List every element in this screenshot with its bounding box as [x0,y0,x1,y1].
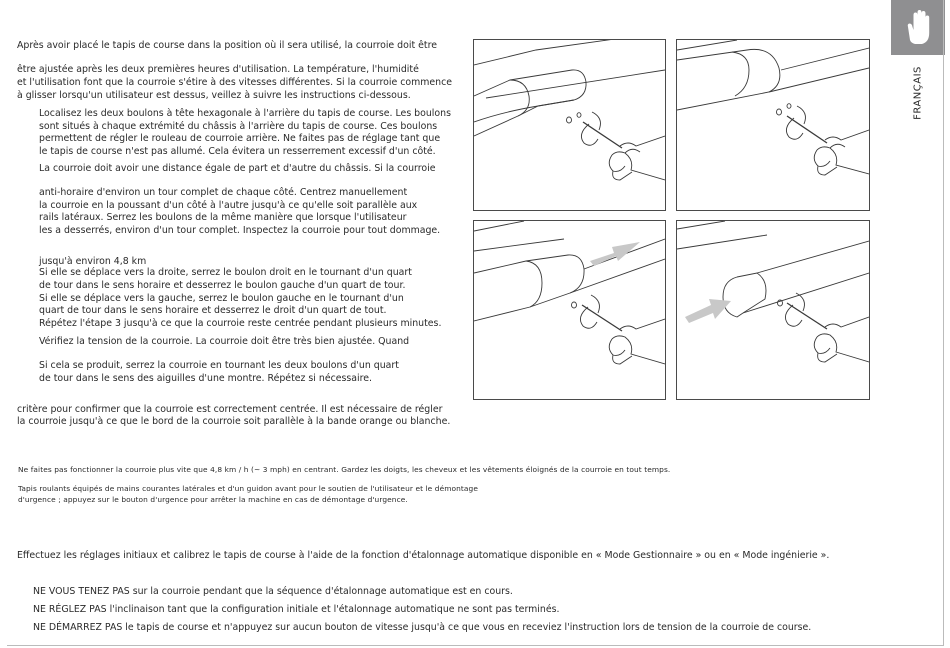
intro-line: être ajustée après les deux premières heures d'utilisation. La température, l'humidité [17,64,419,75]
calibration-warning: NE RÉGLEZ PAS l'inclinaison tant que la configuration initiale et l'étalonnage automatique ne sont pas terminés. [33,604,560,615]
warning-line: Ne faites pas fonctionner la courroie plus vite que 4,8 km / h (~ 3 mph) en centrant. Gardez les doigts, les cheveux et les vêtements éloignés de la courroie en tout temps. [18,465,671,474]
step1-line: permettent de régler le rouleau de courroie arrière. Ne faites pas de réglage tant que [39,133,441,144]
calibration-warning: NE VOUS TENEZ PAS sur la courroie pendant que la séquence d'étalonnage automatique est en cours. [33,586,513,597]
step3-line: Répétez l'étape 3 jusqu'à ce que la courroie reste centrée pendant plusieurs minutes. [39,318,442,329]
criterion-line: la courroie jusqu'à ce que le bord de la courroie soit parallèle à la bande orange ou blanche. [17,416,451,427]
illustration-step1 [473,39,666,211]
step2-line: la courroie en la poussant d'un côté à l'autre jusqu'à ce qu'elle soit parallèle aux [39,200,418,211]
step1-line: sont situés à chaque extrémité du châssis à l'arrière du tapis de course. Ces boulons [39,121,438,132]
intro-line: et l'utilisation font que la courroie s'étire à des vitesses différentes. Si la courroie commence [17,77,453,88]
language-label-text: FRANÇAIS [912,66,924,120]
criterion-line: critère pour confirmer que la courroie est correctement centrée. Il est nécessaire de régler [17,404,443,415]
step3-line: jusqu'à environ 4,8 km [39,256,147,267]
illustration-step3-left [473,220,666,400]
step4-line: Vérifiez la tension de la courroie. La courroie doit être très bien ajustée. Quand [39,336,410,347]
warning-line: d'urgence ; appuyez sur le bouton d'urgence pour arrêter la machine en cas de démontage d'urgence. [18,495,408,504]
illustration-step3-right [676,220,870,400]
step4-line: de tour dans le sens des aiguilles d'une montre. Répétez si nécessaire. [39,373,373,384]
intro-line: Après avoir placé le tapis de course dans la position où il sera utilisé, la courroie doit être [17,40,437,51]
warning-line: Tapis roulants équipés de mains courantes latérales et d'un guidon avant pour le soutien de l'utilisateur et le démontage [18,484,478,493]
page-border-bottom [7,645,944,646]
language-tab [891,0,945,55]
push-arrow-left [590,242,640,266]
calibration-intro: Effectuez les réglages initiaux et calibrez le tapis de course à l'aide de la fonction d'étalonnage automatique disponible en « Mode Gestionnaire » ou en « Mode ingénierie ». [17,550,830,561]
step2-line: La courroie doit avoir une distance égale de part et d'autre du châssis. Si la courroie [39,163,436,174]
step3-line: Si elle se déplace vers la droite, serrez le boulon droit en le tournant d'un quart [39,267,412,278]
step2-line: les a desserrés, environ d'un tour complet. Inspectez la courroie pour tout dommage. [39,225,441,236]
step1-line: le tapis de course n'est pas allumé. Cela évitera un resserrement excessif d'un côté. [39,146,436,157]
step2-line: anti-horaire d'environ un tour complet de chaque côté. Centrez manuellement [39,187,408,198]
language-label [893,58,943,128]
hand-icon [891,0,945,55]
step4-line: Si cela se produit, serrez la courroie en tournant les deux boulons d'un quart [39,360,399,371]
step3-line: de tour dans le sens horaire et desserrez le boulon gauche d'un quart de tour. [39,280,406,291]
step3-line: quart de tour dans le sens horaire et desserrez le droit d'un quart de tout. [39,305,387,316]
step3-line: Si elle se déplace vers la gauche, serrez le boulon gauche en le tournant d'un [39,293,404,304]
push-arrow-right [685,299,731,323]
intro-line: à glisser lorsqu'un utilisateur est dessus, veillez à suivre les instructions ci-dessous. [17,90,411,101]
calibration-warning: NE DÉMARREZ PAS le tapis de course et n'appuyez sur aucun bouton de vitesse jusqu'à ce que vous en receviez l'instruction lors de tension de la courroie de course. [33,622,812,633]
step1-line: Localisez les deux boulons à tête hexagonale à l'arrière du tapis de course. Les boulons [39,108,451,119]
page-border-right [943,0,944,646]
illustration-step2 [676,39,870,211]
step2-line: rails latéraux. Serrez les boulons de la même manière que lorsque l'utilisateur [39,212,407,223]
